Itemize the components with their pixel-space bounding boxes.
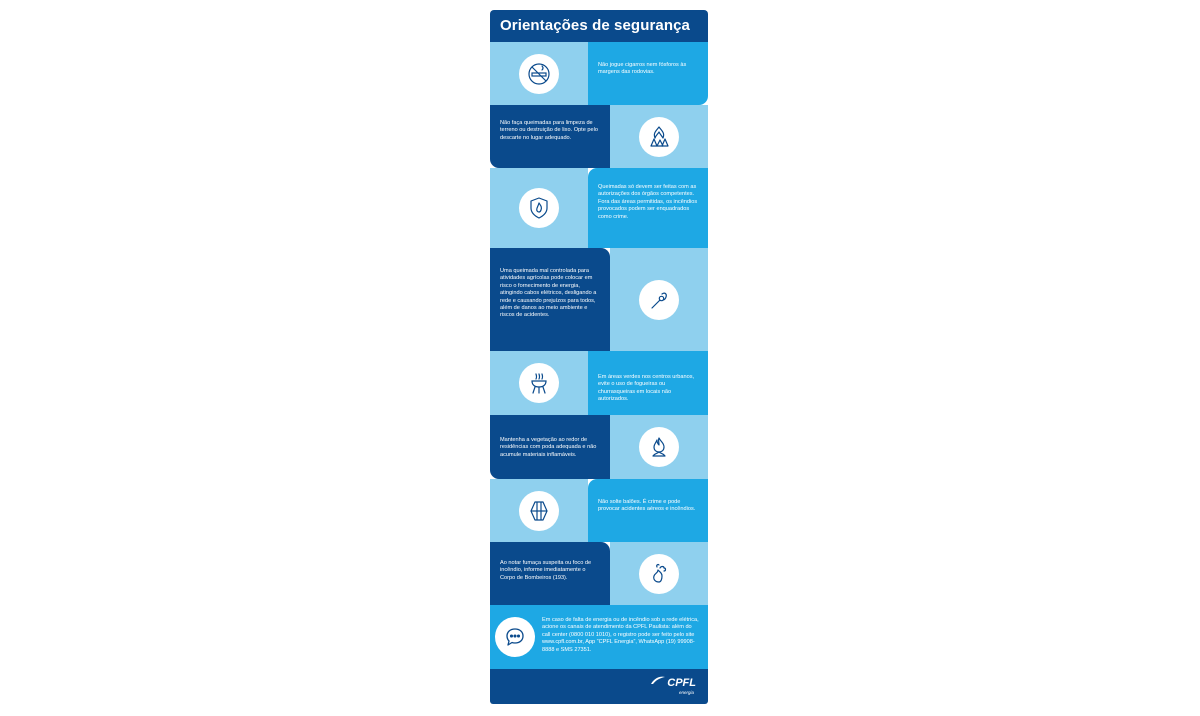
safety-poster [490, 10, 708, 704]
tip-row-3 [490, 168, 708, 248]
poster-title: Orientações de segurança [500, 17, 690, 34]
footer [490, 669, 708, 704]
tip-text: Uma queimada mal controlada para atividades agrícolas pode colocar em risco o fornecimento de energia, atingindo cabos elétricos, desligando a rede e causando prejuízos para todos, além de danos ao meio ambiente e riscos de acidentes. [500, 268, 597, 319]
tip-row-8 [490, 542, 708, 605]
tip-text: Não jogue cigarros nem fósforos às margens das rodovias. [598, 62, 687, 76]
tip-row-4 [490, 248, 708, 351]
tip-text-cell [588, 168, 708, 248]
tip-text: Em áreas verdes nos centros urbanos, evite o uso de fogueiras ou churrasqueiras em locais não autorizados. [598, 374, 695, 403]
tip-icon-cell [610, 248, 708, 351]
tip-icon-cell [610, 415, 708, 479]
tip-icon-cell [490, 168, 588, 248]
no-smoking-icon [519, 54, 559, 94]
tip-text: Não faça queimadas para limpeza de terreno ou destruição de lixo. Opte pelo descarte no lugar adequado. [500, 120, 598, 141]
tip-icon-cell [610, 105, 708, 168]
tip-text-cell [490, 415, 610, 479]
burning-bush-icon [639, 427, 679, 467]
tip-icon-cell [610, 542, 708, 605]
tip-row-7 [490, 479, 708, 542]
tip-text: Queimadas só devem ser feitas com as autorizações dos órgãos competentes. Fora das áreas permitidas, os incêndios provocados podem ser enquadrados como crime. [598, 184, 698, 220]
tip-row-1 [490, 42, 708, 105]
tip-text: Não solte balões. É crime e pode provocar acidentes aéreos e incêndios. [598, 499, 696, 513]
balloon-lantern-icon [519, 491, 559, 531]
tip-text-cell [490, 105, 610, 168]
contact-section [490, 605, 708, 669]
tip-row-6 [490, 415, 708, 479]
tip-text-cell [588, 479, 708, 542]
tip-row-5 [490, 351, 708, 415]
smoke-report-icon [639, 554, 679, 594]
tip-icon-cell [490, 479, 588, 542]
burning-match-icon [639, 280, 679, 320]
tip-icon-cell [490, 351, 588, 415]
burning-trees-icon [639, 117, 679, 157]
tip-icon-cell [490, 42, 588, 105]
shield-flame-icon [519, 188, 559, 228]
contact-text: Em caso de falta de energia ou de incêndio sob a rede elétrica, acione os canais de atendimento da CPFL Paulista: além do call center (0800 010 1010), o registro pode ser feito pelo site www.cpfl.com.br, App “CPFL Energia”, WhatsApp (19) 99908-8888 e SMS 27351. [542, 617, 699, 653]
tip-text-cell [490, 248, 610, 351]
tip-text: Ao notar fumaça suspeita ou foco de incêndio, informe imediatamente o Corpo de Bombeiros (193). [500, 560, 592, 581]
title-bar [490, 10, 708, 42]
tip-row-2 [490, 105, 708, 168]
cpfl-logo-subtitle: energia [678, 690, 694, 695]
cpfl-swoosh-icon [650, 675, 666, 685]
grill-icon [519, 363, 559, 403]
chat-bubble-icon [495, 617, 535, 657]
tip-text: Mantenha a vegetação ao redor de residências com poda adequada e não acumule materiais inflamáveis. [500, 437, 597, 458]
tip-text-cell [588, 351, 708, 415]
tip-text-cell [490, 542, 610, 605]
tip-text-cell [588, 42, 708, 105]
cpfl-logo: CPFL [667, 677, 696, 689]
